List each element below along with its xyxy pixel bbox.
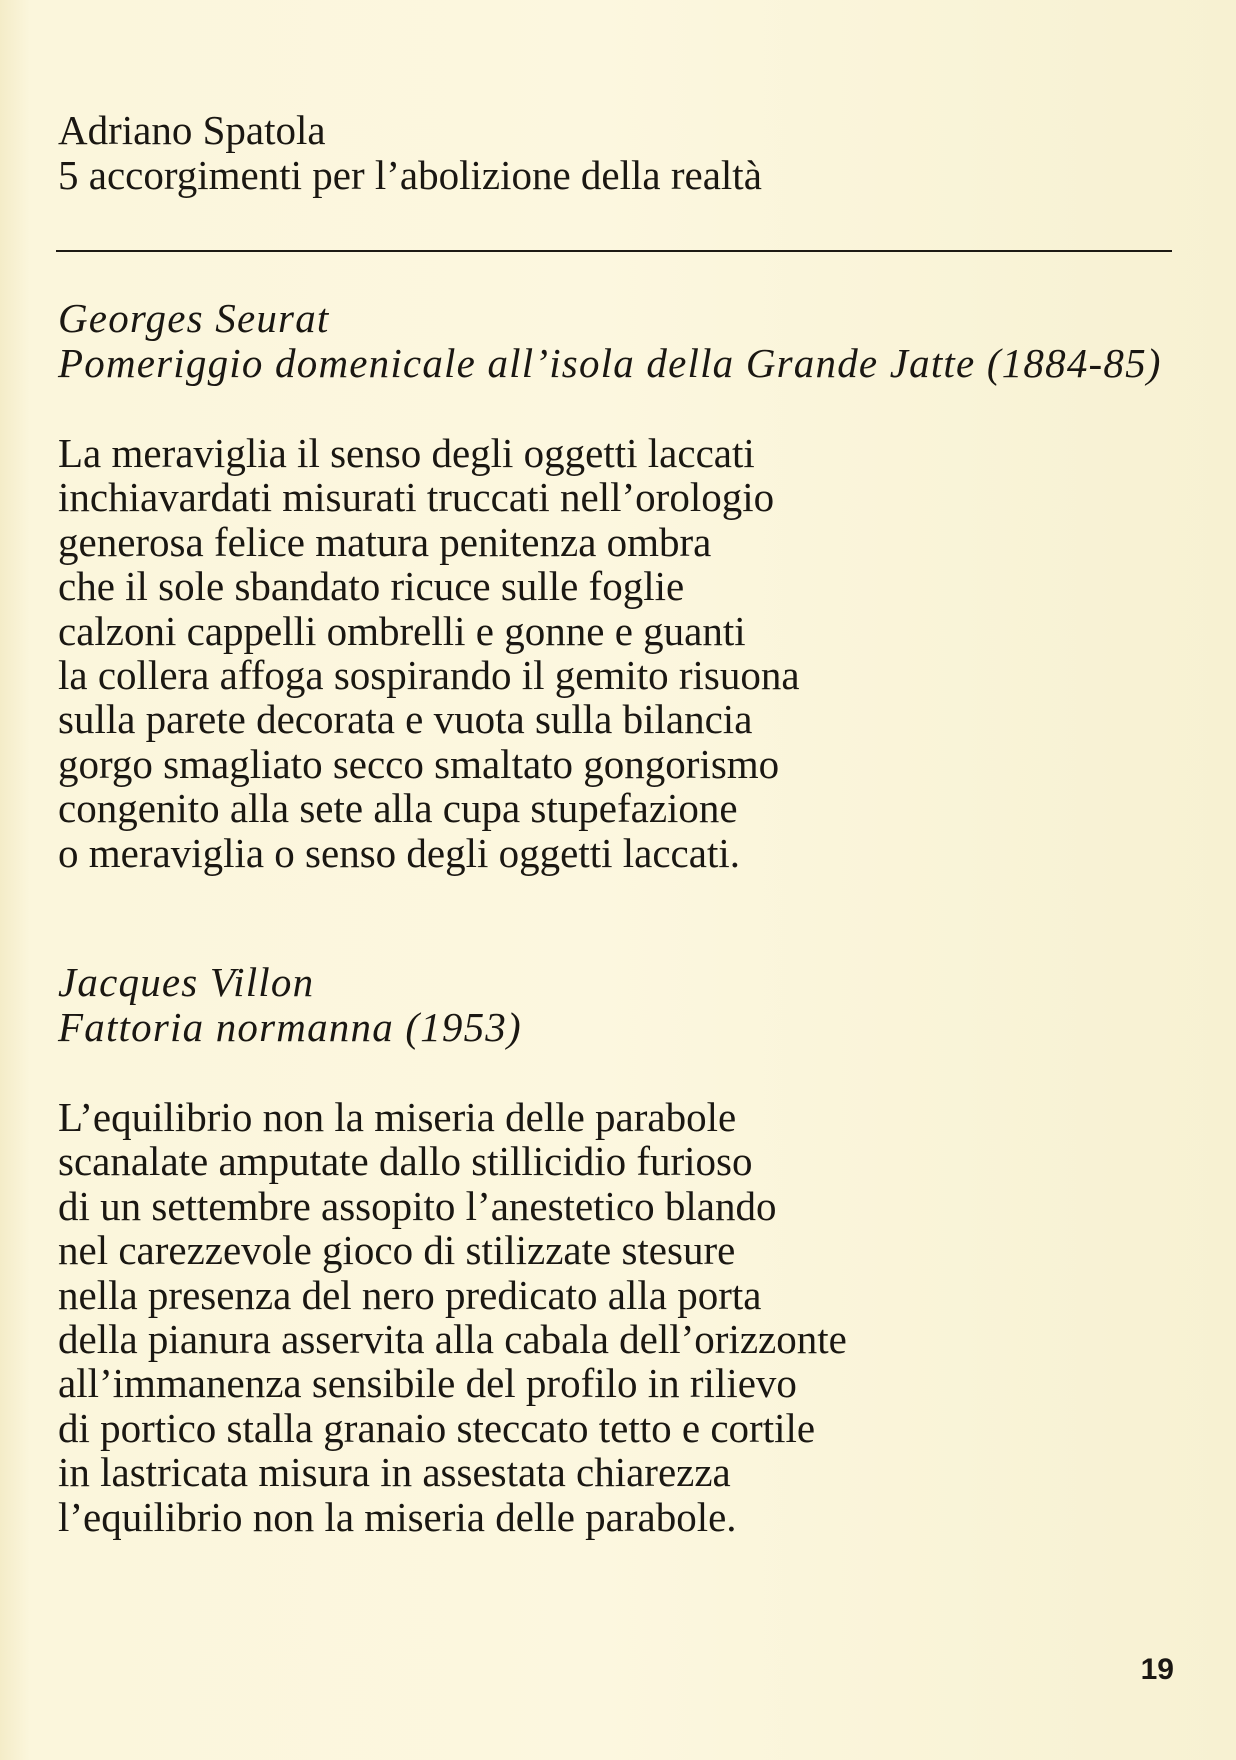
poem-line: nel carezzevole gioco di stilizzate stesure [58, 1227, 736, 1274]
poem-stanza [58, 1095, 1188, 1539]
poem-line: in lastricata misura in assestata chiarezza [58, 1449, 731, 1496]
poem-line: nella presenza del nero predicato alla porta [58, 1271, 762, 1318]
page-number: 19 [1140, 1653, 1174, 1686]
poem-line: che il sole sbandato ricuce sulle foglie [58, 563, 685, 610]
poem-line: all’immanenza sensibile del profilo in rilievo [58, 1360, 797, 1407]
poem-line: sulla parete decorata e vuota sulla bilancia [58, 696, 753, 743]
poem-line: l’equilibrio non la miseria delle parabole. [58, 1493, 737, 1540]
poem-line: La meraviglia il senso degli oggetti laccati [58, 430, 755, 476]
section-heading [58, 960, 1188, 1050]
poem-line: generosa felice matura penitenza ombra [58, 518, 712, 565]
poem-line: inchiavardati misurati truccati nell’orologio [58, 474, 775, 521]
poem-line: congenito alla sete alla cupa stupefazione [58, 785, 738, 832]
poem-line: scanalate amputate dallo stillicidio furioso [58, 1138, 753, 1185]
poem-line: gorgo smagliato secco smaltato gongorismo [58, 740, 780, 787]
poem-line: della pianura asservita alla cabala dell’orizzonte [58, 1316, 847, 1363]
artwork-title: Fattoria normanna (1953) [58, 1004, 522, 1050]
poem-line: di un settembre assopito l’anestetico blando [58, 1182, 777, 1229]
page-header [58, 108, 1158, 198]
artwork-title: Pomeriggio domenicale all’isola della Grande Jatte (1884-85) [58, 340, 1162, 386]
poem-line: la collera affoga sospirando il gemito risuona [58, 652, 800, 699]
poem-line: o meraviglia o senso degli oggetti laccati. [58, 829, 740, 876]
collection-title: 5 accorgimenti per l’abolizione della realtà [58, 152, 762, 198]
author-name: Adriano Spatola [58, 107, 326, 153]
header-divider [56, 250, 1172, 252]
poem-line: calzoni cappelli ombrelli e gonne e guanti [58, 607, 746, 654]
poem-line: di portico stalla granaio steccato tetto e cortile [58, 1404, 816, 1451]
poem-stanza [58, 431, 1188, 875]
section-heading [58, 296, 1188, 386]
artist-name: Jacques Villon [58, 959, 315, 1005]
poem-line: L’equilibrio non la miseria delle parabole [58, 1094, 737, 1140]
artist-name: Georges Seurat [58, 295, 330, 341]
